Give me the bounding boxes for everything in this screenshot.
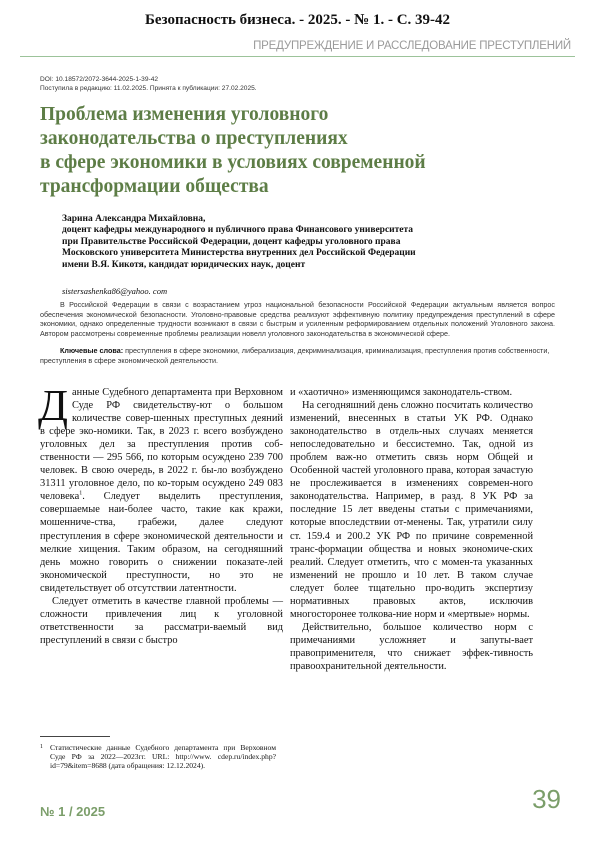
body-paragraph: и «хаотично» изменяющимся законодатель-ством. [290, 387, 513, 398]
body-paragraph: Действительно, большое количество норм с примечаниями усложняет и запуты-вает правоприменителя, что снижает эффек-тивность правоохранительной деятельности. [290, 621, 533, 672]
author-line: доцент кафедры международного и публичного права Финансового университета [62, 225, 414, 236]
author-line: при Правительстве Российской Федерации, доцент кафедры уголовного права [62, 236, 401, 247]
issue-number: № 1 / 2025 [40, 804, 106, 819]
body-column-right [290, 386, 533, 673]
keywords [40, 346, 555, 365]
title-line: законодательства о преступлениях [40, 128, 348, 149]
keywords-label: Ключевые слова: [60, 346, 124, 355]
body-paragraph: На сегодняшний день сложно посчитать количество изменений, внесенных в статьи УК РФ. Однако законодательство в отдель-ных случаях меняется непоследовательно и бессистемно. Так, одной из проблем важ-но отметить связь норм Общей и Особенной частей уголовного права, которая зачастую не прослеживается в изменениях современ-ного законодательства. Например, в разд. 8 УК РФ за последние 15 лет введены статьи с примечаниями, которые впоследствии от-менены. Так, утратили силу ст. 159.4 и 200.2 УК РФ по причине современной транс-формации общества и новых экономиче-ских реалий. Следует отметить, что с момен-та указанных изменений не прошло и 10 лет. В таком случае следует более тщательно про-водить экспертизу нормативных правовых актов, исключив многосторонее толкова-ние норм и «мертвые» нормы. [290, 400, 533, 620]
title-line: в сфере экономики в условиях современной [40, 152, 426, 173]
body-column-left [38, 381, 283, 647]
author-email: sistersashenka86@yahoo. com [62, 286, 168, 296]
body-paragraph [38, 381, 283, 595]
footnote-text: Статистические данные Судебного департамента при Верховном Суде РФ за 2022—2023гг. URL: http://www. cdep.ru/index.php?id=79&item=8688 (дата обращения: 12.12.2024). [50, 743, 276, 770]
footnote-number: 1 [40, 744, 43, 750]
footnote-divider [40, 736, 110, 737]
drop-cap: Д [38, 381, 69, 430]
body-paragraph: Следует отметить в качестве главной проблемы — сложности привлечения лиц к уголовной ответственности за рассматри-ваемый вид преступлений в связи с быстро [40, 595, 283, 646]
title-line: Проблема изменения уголовного [40, 104, 329, 125]
article-title [40, 103, 560, 199]
author-info [62, 214, 562, 271]
author-line: Московского университета Министерства внутренних дел Российской Федерации [62, 248, 416, 259]
journal-header: Безопасность бизнеса. - 2025. - № 1. - С. 39-42 [144, 12, 451, 28]
body-text: . Следует выделить преступления, совершаемые наи-более часто, такие как кражи, мошенниче-ства, грабежи, далее следуют преступления в сфере экономической деятельности и мелкие хищения. Таким образом, на сегодняшний день можно говорить о снижении показате-лей экономической преступности, но это не свидетельствует об отсутствии латентности. [40, 491, 283, 594]
header-divider [20, 56, 575, 57]
author-line: имени В.Я. Кикотя, кандидат юридических наук, доцент [62, 259, 306, 270]
keywords-text: преступления в сфере экономики, либерализация, декриминализация, криминализация, преступления против собственности, преступления в сфере экономической деятельности. [40, 346, 550, 365]
abstract-text: В Российской Федерации в связи с возрастанием угроз национальной безопасности Российской Федерации актуальным является вопрос обеспечения экономической безопасности. Уголовно-правовые средства реализуют эффективную политику предупреждения преступлений в сфере экономики, однако определенные трудности возникают в связи с быстрым и усиленным реформированием отдельных положений Уголовного закона. Автором рассмотрены современные проблемы реализации новелл уголовного законодательства в экономической сфере. [40, 300, 555, 338]
submission-dates: Поступила в редакцию: 11.02.2025. Принята к публикации: 27.02.2025. [40, 85, 257, 92]
title-line: трансформации общества [40, 176, 269, 197]
abstract [40, 300, 555, 338]
body-text: анные Судебного департамента при Верховном Суде РФ свидетельству-ют о большом количестве совер-шенных преступных деяний в сфере эко-номики. Так, в 2023 г. всего возбуждено уголовных дел за преступления против соб-ственности — 295 566, по которым осуждено 239 700 человек. В свою очередь, в 2022 г. бы-ло возбуждено 31311 уголовное дело, по ко-торым осуждено 249 083 человека [40, 387, 283, 503]
footnote-ref[interactable]: 1 [79, 490, 83, 497]
doi: DOI: 10.18572/2072-3644-2025-1-39-42 [40, 76, 159, 83]
page-number: 39 [532, 784, 561, 814]
footnote [40, 743, 276, 770]
article-meta [40, 75, 257, 93]
author-line: Зарина Александра Михайловна, [62, 214, 206, 224]
section-rubric: ПРЕДУПРЕЖДЕНИЕ И РАССЛЕДОВАНИЕ ПРЕСТУПЛЕНИЙ [253, 40, 571, 52]
